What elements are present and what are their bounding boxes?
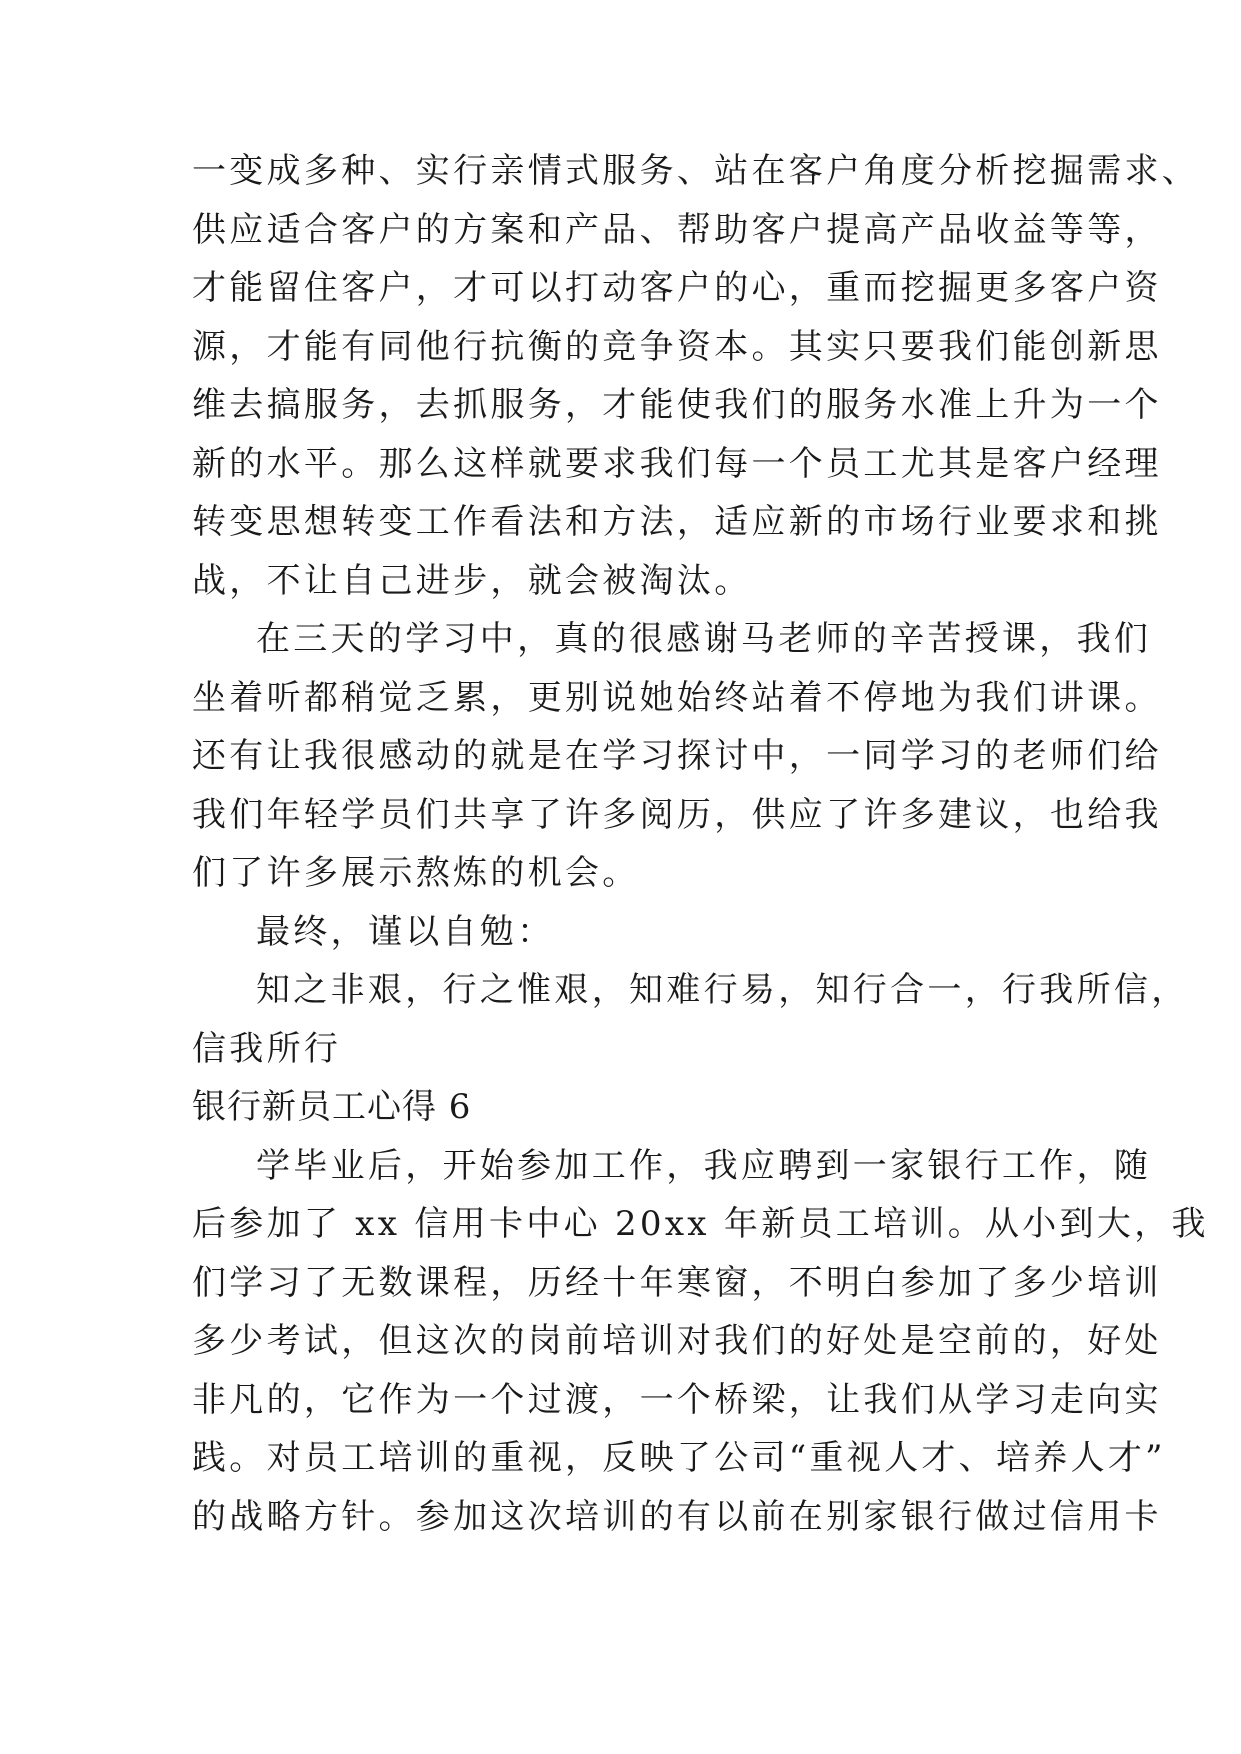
text-line: 新的水平。那么这样就要求我们每一个员工尤其是客户经理 bbox=[192, 443, 1162, 484]
text-line: 们了许多展示熬炼的机会。 bbox=[192, 853, 640, 893]
section-heading: 银行新员工心得 6 bbox=[192, 1087, 472, 1127]
text-line: 最终，谨以自勉： bbox=[256, 911, 555, 952]
text-line: 信我所行 bbox=[192, 1028, 342, 1069]
text-line: 一变成多种、实行亲情式服务、站在客户角度分析挖掘需求、 bbox=[192, 151, 1200, 191]
text-line: 们学习了无数课程，历经十年寒窗，不明白参加了多少培训 bbox=[192, 1262, 1162, 1303]
text-line: 战，不让自己进步，就会被淘汰。 bbox=[192, 560, 752, 601]
text-line: 坐着听都稍觉乏累，更别说她始终站着不停地为我们讲课。 bbox=[192, 677, 1162, 718]
text-line: 还有让我很感动的就是在学习探讨中，一同学习的老师们给 bbox=[192, 736, 1162, 776]
text-line: 供应适合客户的方案和产品、帮助客户提高产品收益等等， bbox=[192, 209, 1162, 250]
text-line: 多少考试，但这次的岗前培训对我们的好处是空前的，好处 bbox=[192, 1321, 1162, 1361]
text-line: 在三天的学习中，真的很感谢马老师的辛苦授课，我们 bbox=[256, 619, 1152, 659]
document-body bbox=[192, 142, 1209, 1546]
text-line: 我们年轻学员们共享了许多阅历，供应了许多建议，也给我 bbox=[192, 794, 1162, 835]
text-line: 维去搞服务，去抓服务，才能使我们的服务水准上升为一个 bbox=[192, 385, 1162, 425]
text-line: 转变思想转变工作看法和方法，适应新的市场行业要求和挑 bbox=[192, 502, 1162, 542]
text-line: 践。对员工培训的重视，反映了公司“重视人才、培养人才” bbox=[192, 1438, 1166, 1478]
text-line: 才能留住客户，才可以打动客户的心，重而挖掘更多客户资 bbox=[192, 268, 1162, 308]
text-line: 后参加了 xx 信用卡中心 20xx 年新员工培训。从小到大，我 bbox=[192, 1204, 1209, 1244]
text-line: 源，才能有同他行抗衡的竞争资本。其实只要我们能创新思 bbox=[192, 326, 1162, 367]
text-line: 的战略方针。参加这次培训的有以前在别家银行做过信用卡 bbox=[192, 1496, 1162, 1537]
text-line: 知之非艰，行之惟艰，知难行易，知行合一，行我所信， bbox=[256, 970, 1189, 1010]
text-line: 学毕业后，开始参加工作，我应聘到一家银行工作，随 bbox=[256, 1145, 1152, 1186]
text-line: 非凡的，它作为一个过渡，一个桥梁，让我们从学习走向实 bbox=[192, 1379, 1162, 1420]
